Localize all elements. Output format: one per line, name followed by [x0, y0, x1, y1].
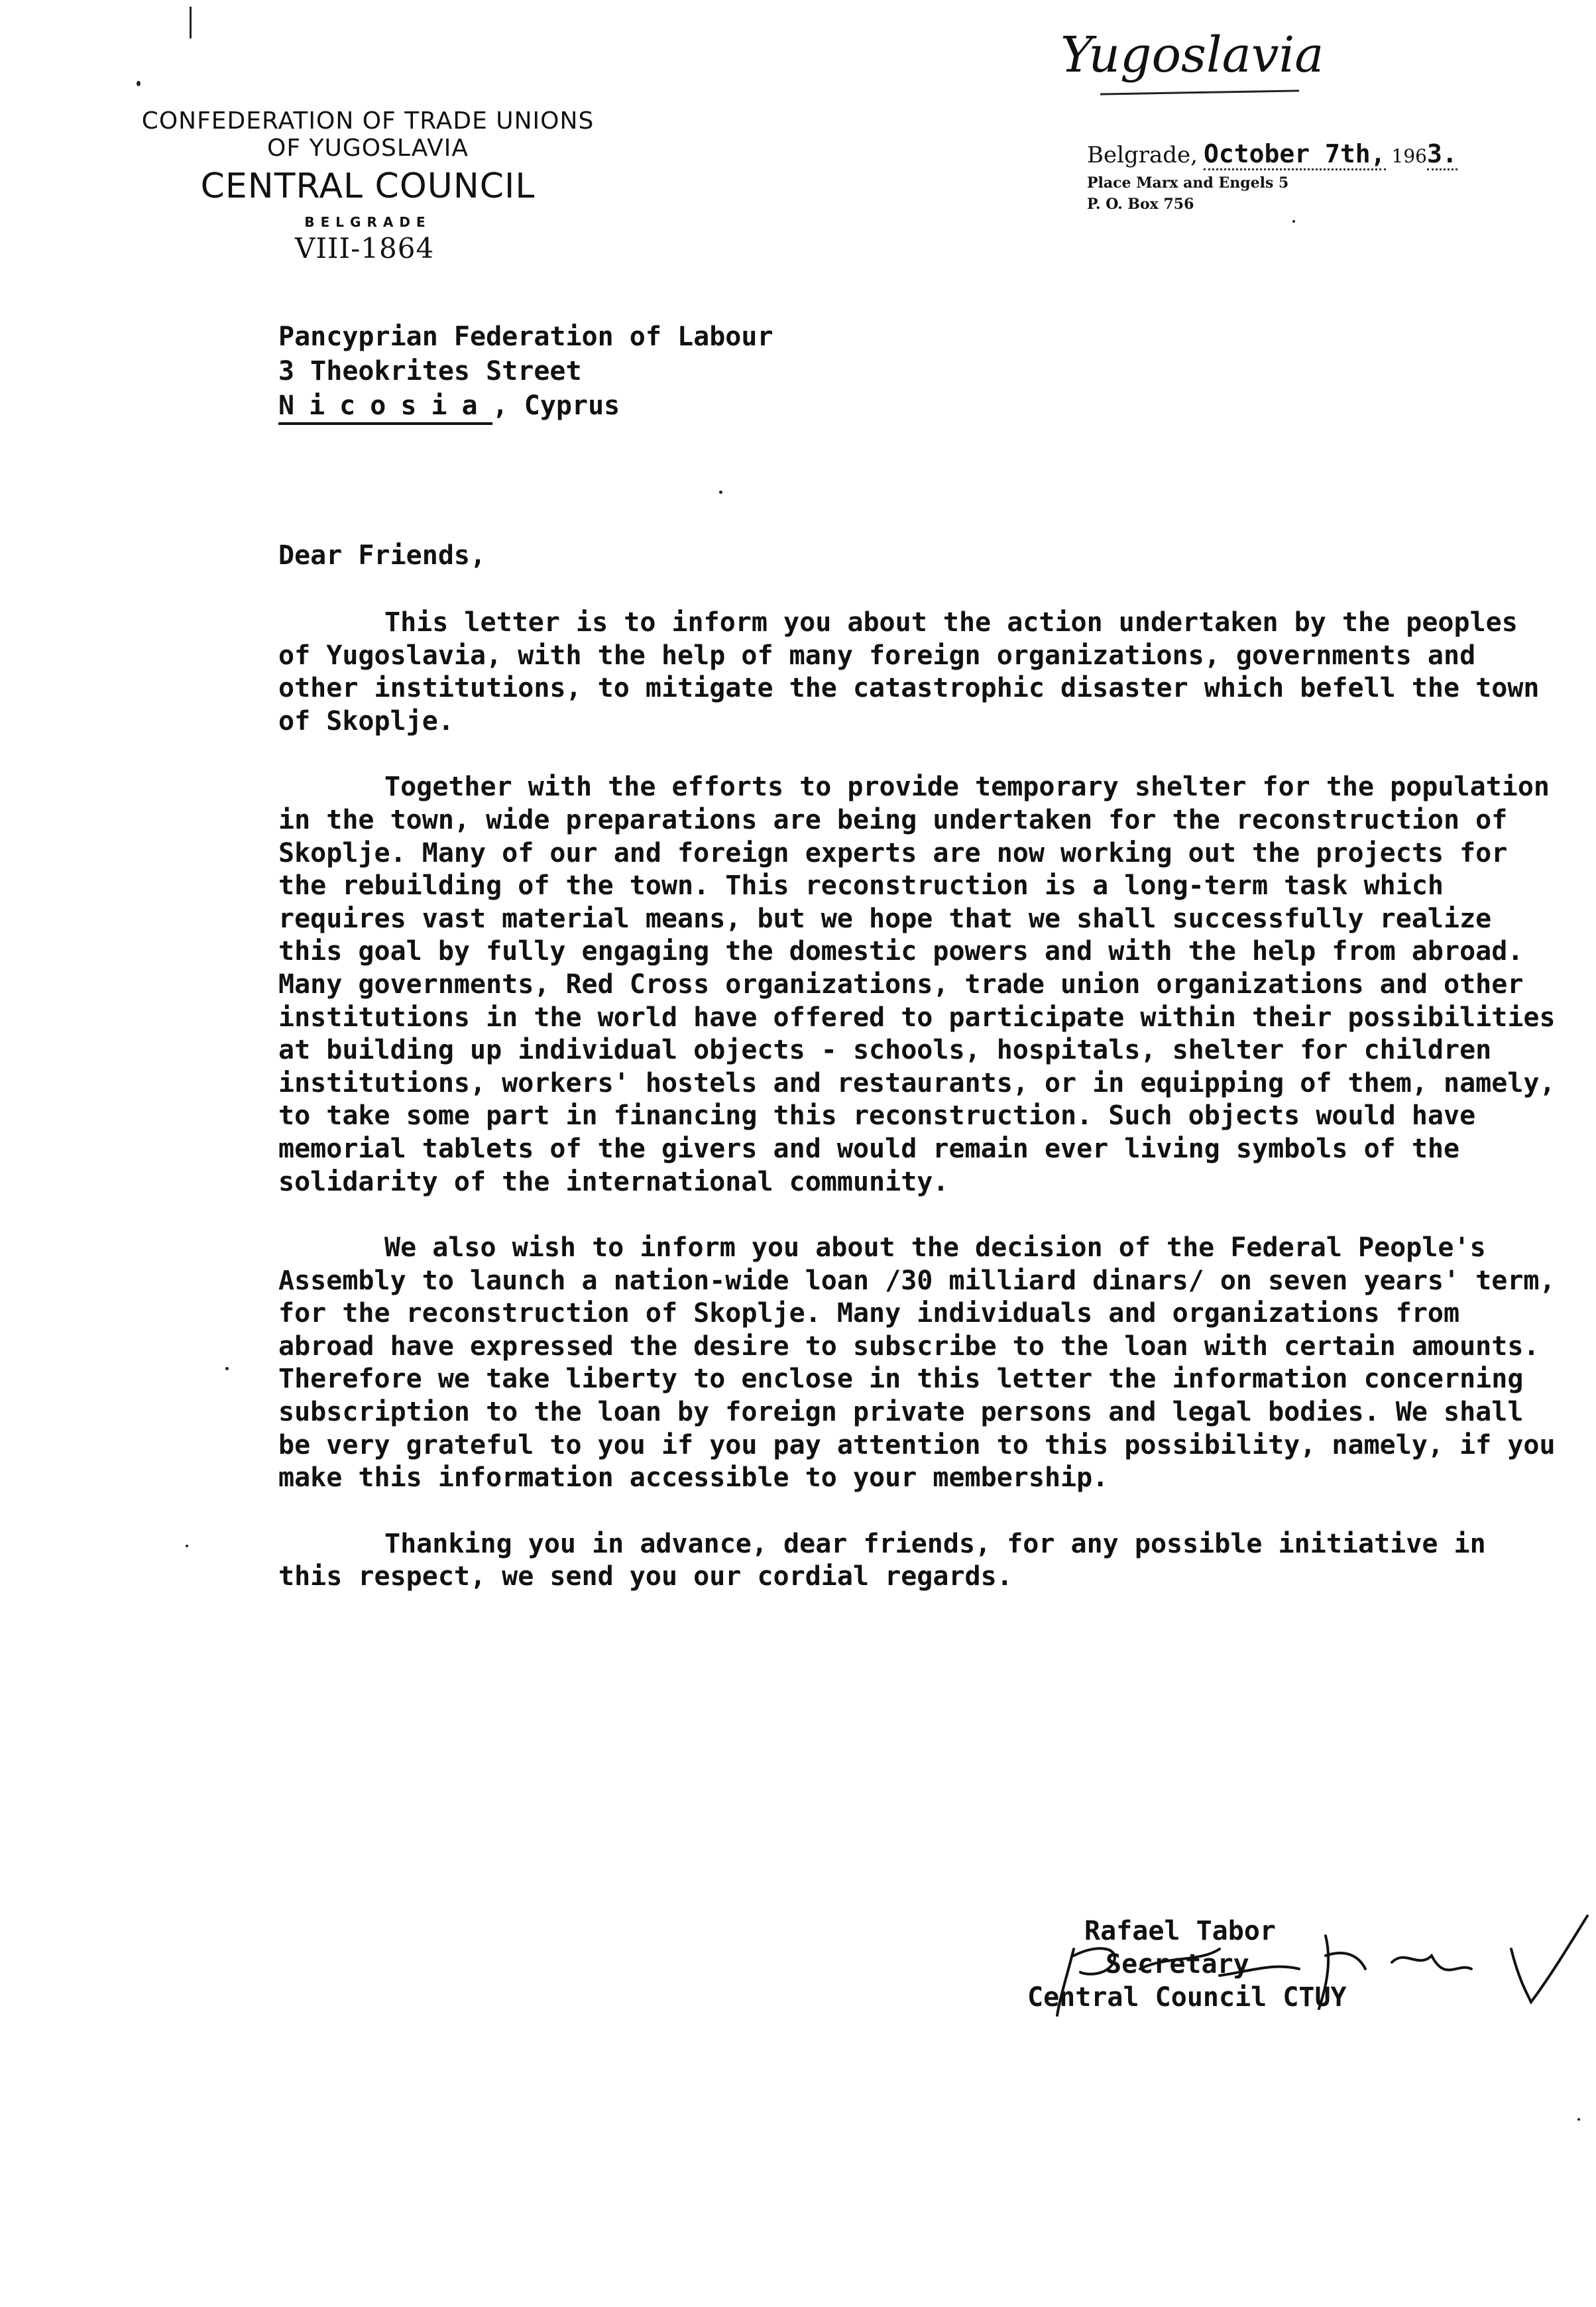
body-paragraph: Thanking you in advance, dear friends, for any possible initiative in this respect, we send you our cordial regards. [278, 1528, 1486, 1592]
recipient-city: Nicosia [278, 390, 492, 425]
paper-speck [186, 1545, 188, 1547]
letter-body [278, 607, 1564, 1627]
body-paragraph: Together with the efforts to provide temporary shelter for the population in the town, wide preparations are being undertaken for the reconstruction of Skoplje. Many of our and foreign experts are now working out the projects for the rebuilding of the town. This reconstruction is a long-term task which requires vast material means, but we hope that we shall successfully realize this goal by fully engaging the domestic powers and with the help from abroad. Many governments, Red Cross organizations, trade union organizations and other institutions in the world have offered to participate within their possibilities at building up individual objects - schools, hospitals, shelter for children institutions, workers' hostels and restaurants, or in equipping of them, namely, to take some part in financing this reconstruction. Such objects would have memorial tablets of the givers and would remain ever living symbols of the solidarity of the international community. [278, 772, 1556, 1197]
body-paragraph: This letter is to inform you about the action undertaken by the peoples of Yugoslavia, with the help of many foreign organizations, governments and other institutions, to mitigate the catastrophic disaster which befell the town of Skoplje. [278, 607, 1540, 737]
letterhead [73, 106, 663, 232]
handwritten-country-note: Yugoslavia [1060, 27, 1324, 84]
date-city: Belgrade, [1087, 142, 1198, 168]
sender-address-line2: P. O. Box 756 [1087, 196, 1194, 213]
signatory-name: Rafael Tabor [1084, 1916, 1276, 1946]
recipient-line2: 3 Theokrites Street [278, 356, 582, 386]
handwritten-underline [1100, 89, 1299, 95]
paper-speck [1577, 2118, 1580, 2121]
letterhead-line3: CENTRAL COUNCIL [200, 166, 536, 206]
body-paragraph: We also wish to inform you about the decision of the Federal People's Assembly to launch a nation-wide loan /30 milliard dinars/ on seven years' term, for the reconstruction of Skoplje. Many individuals and organizations from abroad have expressed the desire to subscribe to the loan with certain amounts. Therefore we take liberty to enclose in this letter the information concerning subscription to the loan by foreign private persons and legal bodies. We shall be very grateful to you if you pay attention to this possibility, namely, if you make this information accessible to your membership. [278, 1232, 1556, 1494]
signatory-title: Secretary [1106, 1949, 1249, 1980]
recipient-line3 [278, 388, 773, 423]
date-year-digit: 3. [1427, 139, 1457, 170]
signatory-organization: Central Council CTUY [1027, 1982, 1347, 2013]
paper-speck [719, 491, 722, 494]
recipient-line1: Pancyprian Federation of Labour [278, 322, 773, 352]
date-year-prefix: 196 [1391, 145, 1427, 167]
recipient-address [278, 320, 773, 423]
letterhead-line1: CONFEDERATION OF TRADE UNIONS [141, 107, 595, 135]
date-value: October 7th, [1204, 139, 1386, 170]
date-block [1087, 138, 1457, 215]
recipient-country: , Cyprus [492, 390, 620, 421]
signature-block [1027, 1915, 1347, 2014]
handwritten-mark [190, 7, 192, 38]
sender-address-line1: Place Marx and Engels 5 [1087, 174, 1289, 192]
handwritten-reference-number: VIII-1864 [295, 232, 435, 265]
letterhead-line2: OF YUGOSLAVIA [267, 135, 469, 162]
letterhead-line4: BELGRADE [304, 214, 431, 230]
paper-speck [137, 81, 141, 86]
date-line [1087, 138, 1457, 172]
paper-speck [1292, 220, 1295, 223]
salutation: Dear Friends, [278, 540, 486, 571]
paper-speck [225, 1367, 229, 1370]
